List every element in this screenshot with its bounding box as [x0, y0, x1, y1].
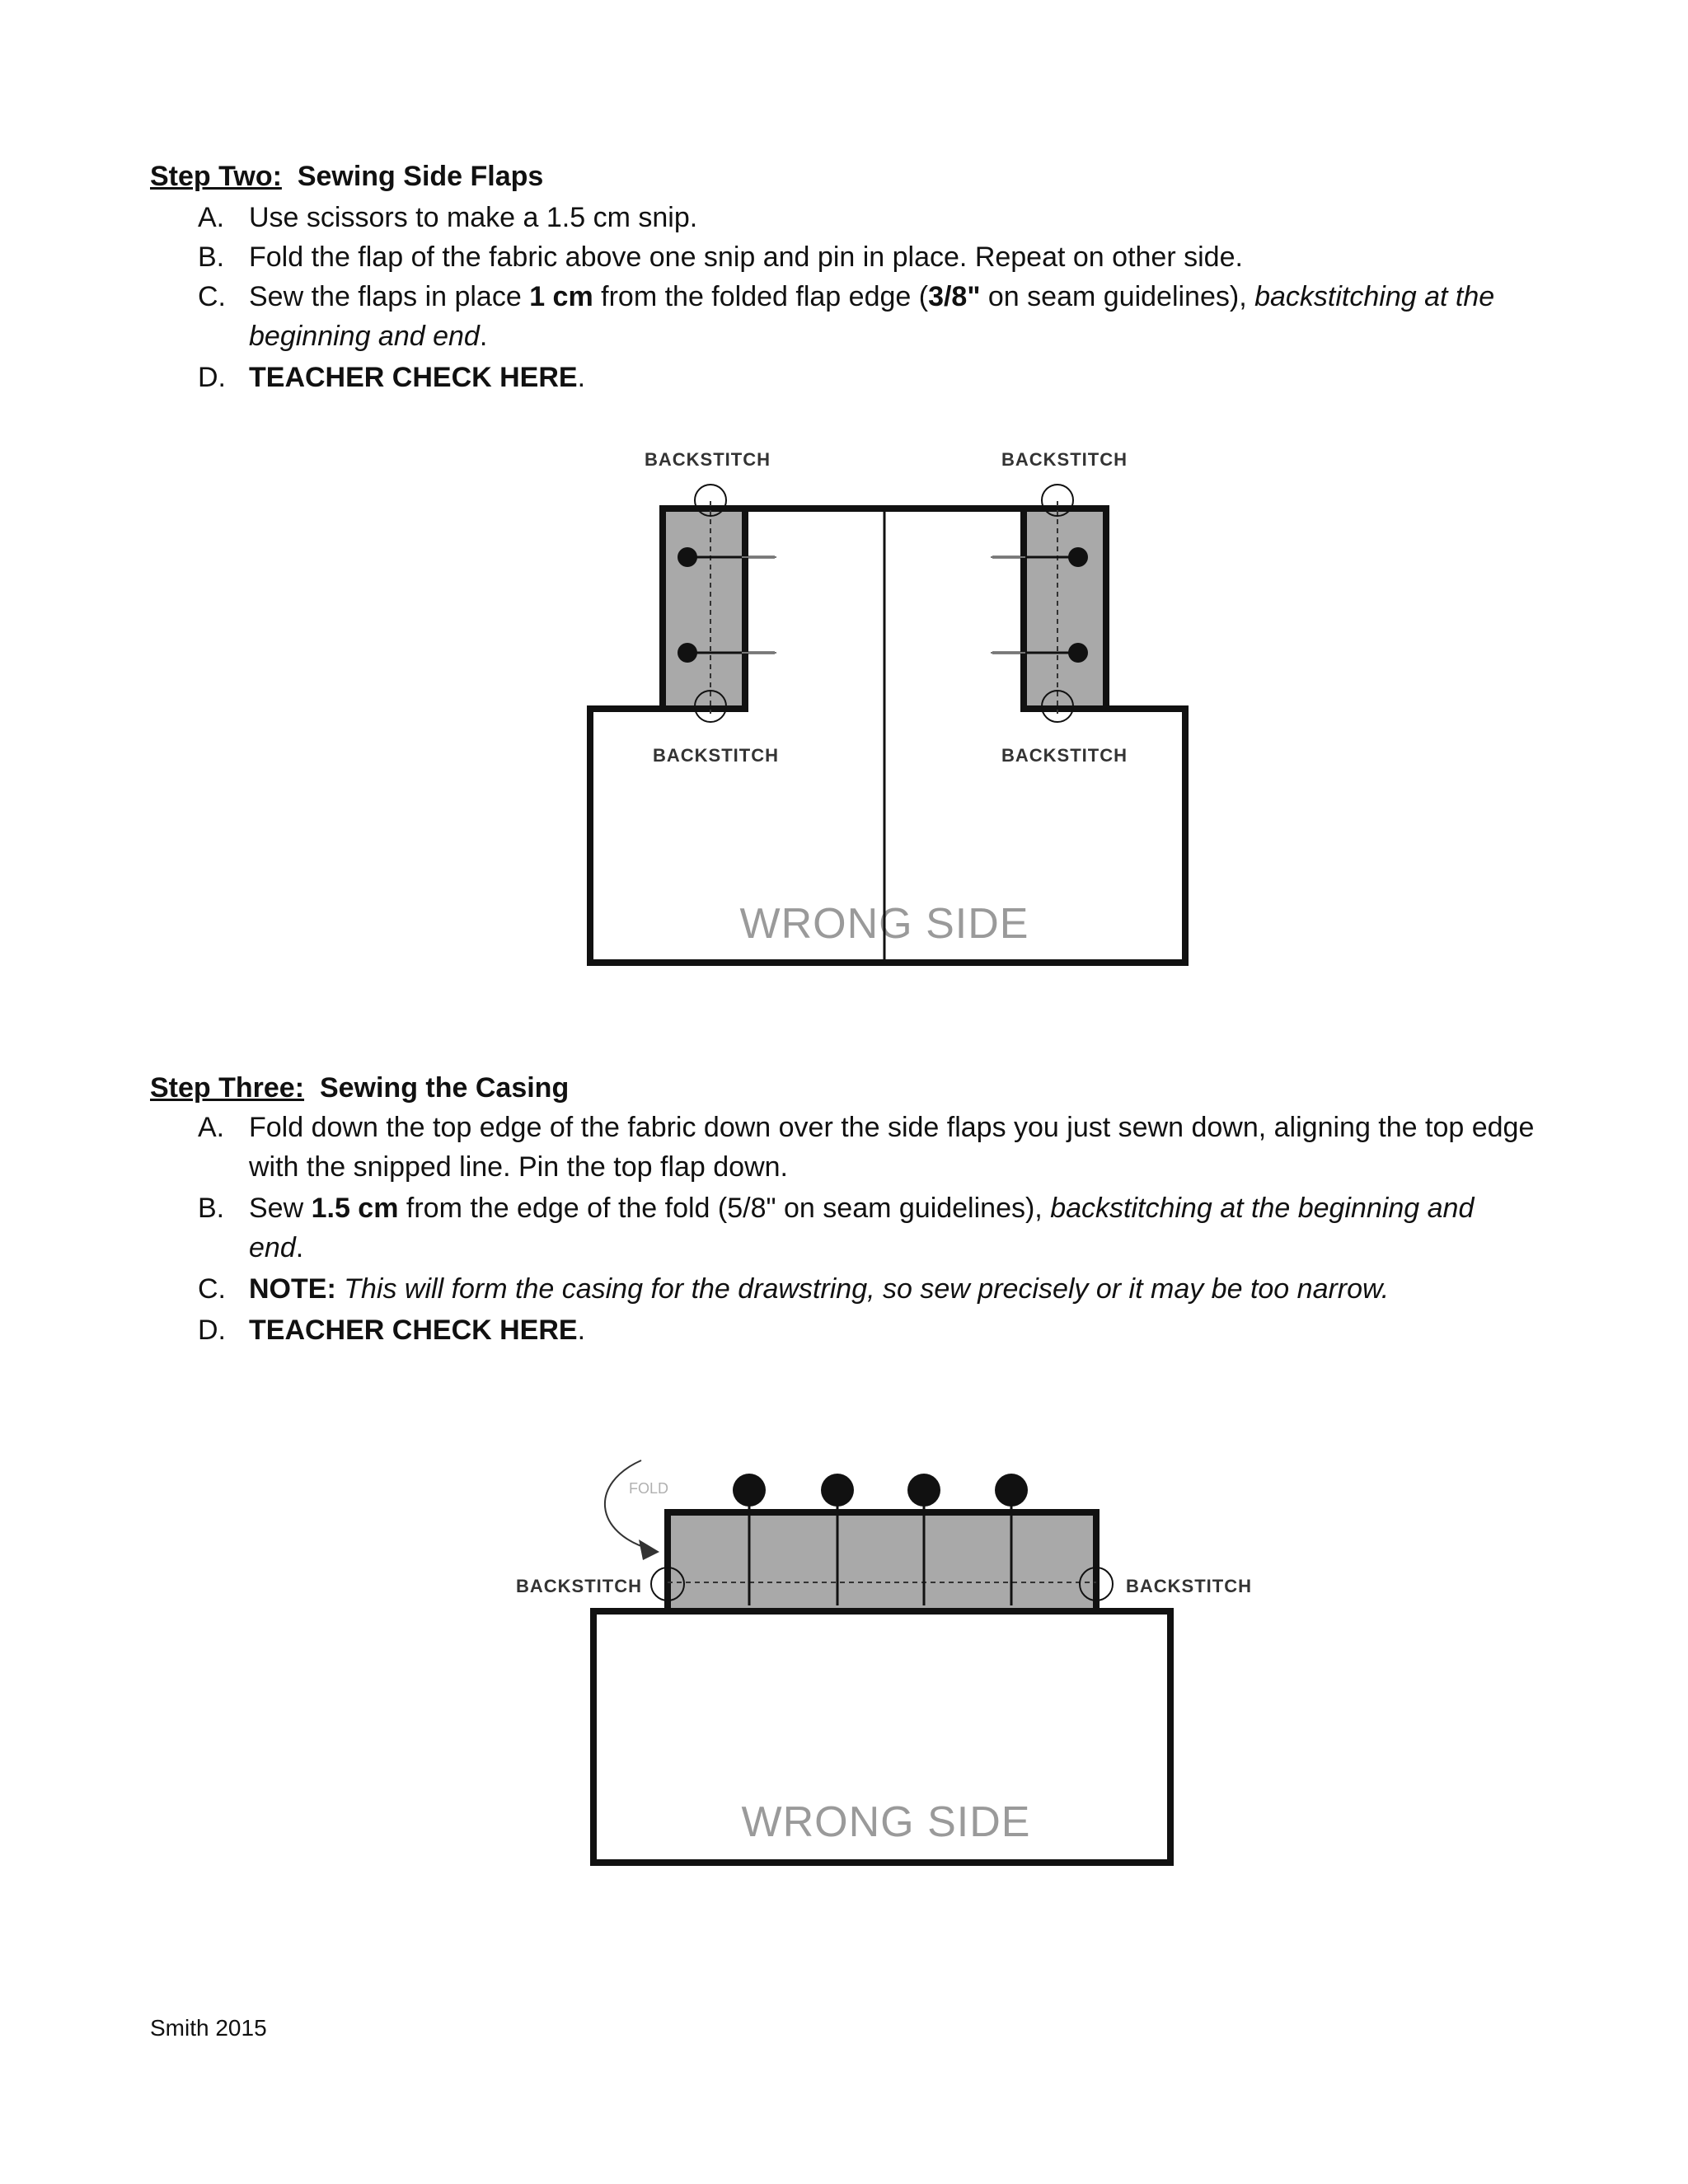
backstitch-label: BACKSTITCH	[1001, 745, 1128, 766]
right-flap	[1024, 509, 1106, 709]
item-text: TEACHER CHECK HERE.	[249, 362, 586, 393]
pin-head	[678, 643, 697, 663]
item-text: NOTE: This will form the casing for the drawstring, so sew precisely or it may be too narrow.	[249, 1273, 1390, 1305]
item-text: Sew the flaps in place 1 cm from the folded flap edge (3/8" on seam guidelines), backstitching at the beginning and end.	[249, 281, 1495, 352]
item-letter: D.	[198, 362, 226, 393]
item-text: Fold the flap of the fabric above one snip and pin in place. Repeat on other side.	[249, 241, 1243, 273]
fold-arrow-head	[639, 1540, 659, 1560]
casing-fold	[668, 1512, 1096, 1611]
pin-head	[1068, 643, 1088, 663]
step-three-label: Step Three:	[150, 1072, 305, 1104]
item-letter: C.	[198, 281, 226, 312]
left-flap	[663, 509, 745, 709]
wrong-side-label: WRONG SIDE	[741, 1798, 1031, 1846]
wrong-side-label: WRONG SIDE	[739, 900, 1029, 948]
item-letter: A.	[198, 202, 225, 233]
footer-text: Smith 2015	[150, 2015, 267, 2041]
item-letter: C.	[198, 1273, 226, 1305]
backstitch-label: BACKSTITCH	[1126, 1576, 1252, 1596]
step-two-title: Sewing Side Flaps	[297, 161, 544, 192]
pin-head	[995, 1474, 1028, 1507]
pin-head	[1068, 547, 1088, 567]
fold-label: FOLD	[629, 1480, 669, 1497]
item-letter: B.	[198, 241, 225, 273]
item-letter: A.	[198, 1112, 225, 1143]
pin-head	[733, 1474, 766, 1507]
backstitch-label: BACKSTITCH	[1001, 449, 1128, 470]
casing-diagram	[516, 1460, 1252, 1863]
pin-head	[907, 1474, 940, 1507]
pin-head	[821, 1474, 854, 1507]
step-three-title: Sewing the Casing	[319, 1072, 570, 1104]
side-flaps-diagram	[590, 449, 1185, 963]
item-letter: D.	[198, 1315, 226, 1346]
item-text: Fold down the top edge of the fabric down over the side flaps you just sewn down, aligning the top edge with the snipped line. Pin the top flap down.	[249, 1112, 1535, 1183]
item-letter: B.	[198, 1193, 225, 1224]
backstitch-label: BACKSTITCH	[516, 1576, 642, 1596]
backstitch-label: BACKSTITCH	[645, 449, 771, 470]
fold-arrow	[605, 1460, 651, 1549]
backstitch-label: BACKSTITCH	[653, 745, 779, 766]
pin-head	[678, 547, 697, 567]
item-text: Use scissors to make a 1.5 cm snip.	[249, 202, 698, 233]
item-text: TEACHER CHECK HERE.	[249, 1315, 586, 1346]
item-text: Sew 1.5 cm from the edge of the fold (5/8" on seam guidelines), backstitching at the beginning and end.	[249, 1193, 1475, 1263]
step-two-label: Step Two:	[150, 161, 282, 192]
